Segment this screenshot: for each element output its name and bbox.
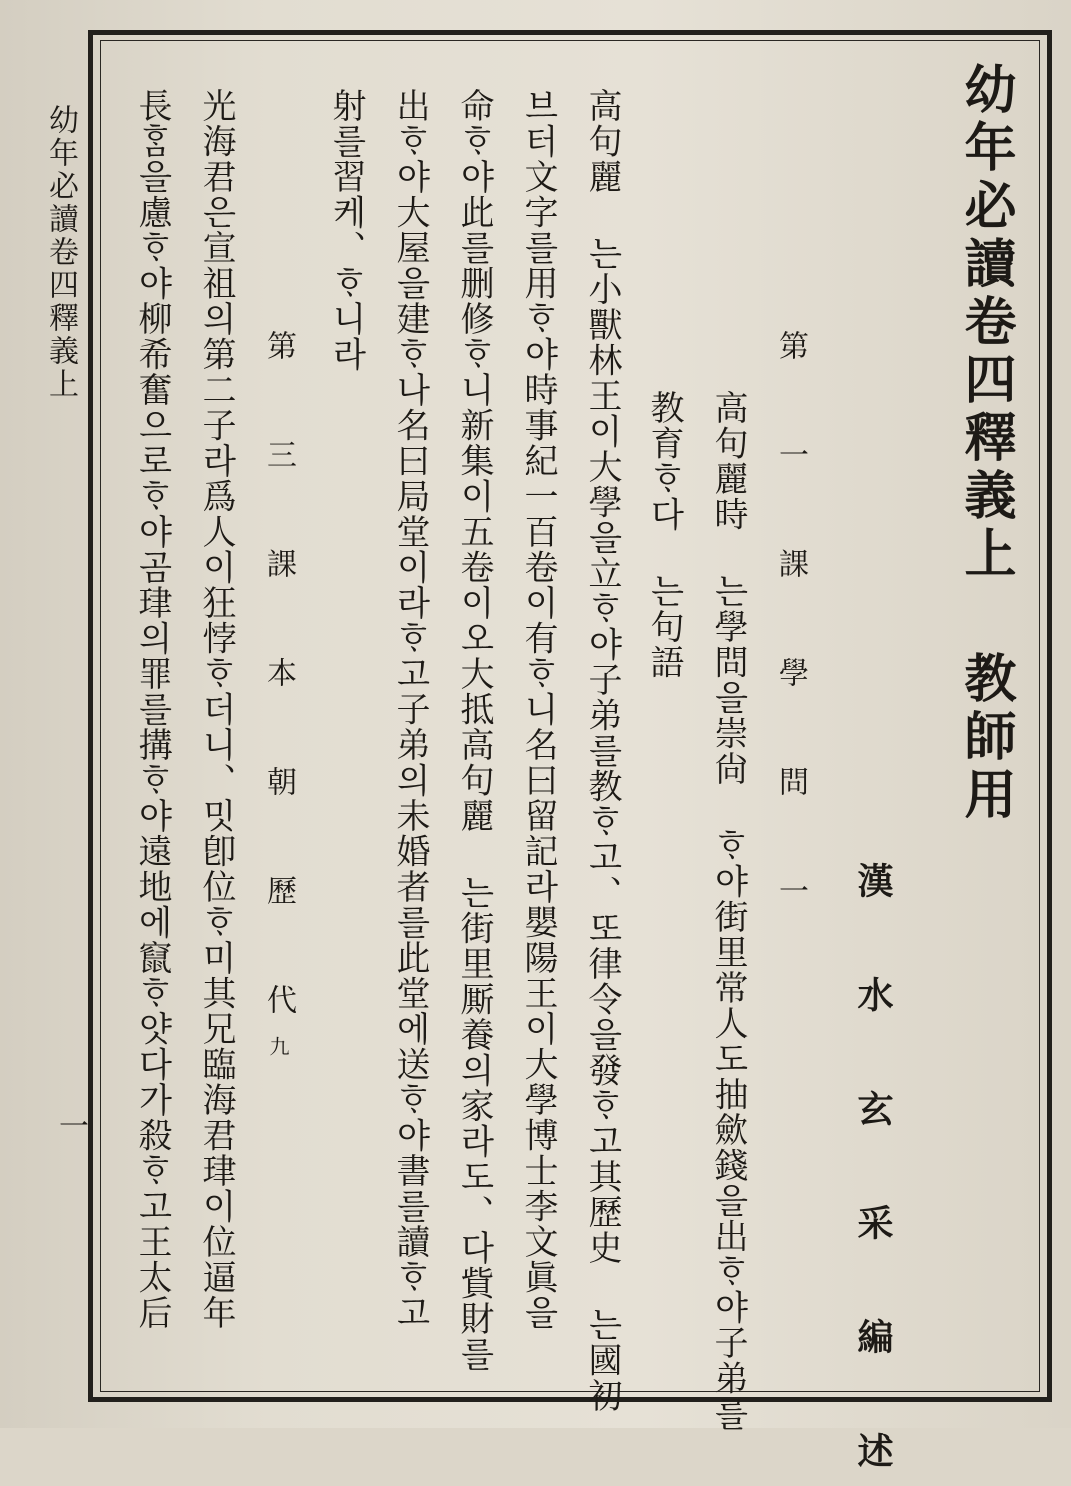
lesson-1-gloss-line-2: 教育ᄒᆞ다 는句語 [644,390,684,680]
lesson-1-body-line: 브터文字를用ᄒᆞ야時事紀一百卷이有ᄒᆞ니名曰留記라嬰陽王이大學博士李文眞을 [518,88,558,1331]
page-number: 一 [53,1110,88,1140]
lesson-1-body-line: 射를習케、ᄒᆞ니라 [326,88,366,372]
inner-border [100,40,1040,1392]
lesson-3-heading [256,330,300,1078]
lesson-3-body-line: 光海君은宣祖의第二子라爲人이狂悖ᄒᆞ더니、밋卽位ᄒᆞ미其兄臨海君珒이位逼年 [196,88,236,1331]
lesson-1-gloss-line-1: 高句麗時 는學問을崇尙 ᄒᆞ야街里常人도抽歛錢을出ᄒᆞ야子弟를 [708,390,748,1432]
lesson-1-heading: 第 一 課 學 問 一 [773,330,808,927]
lesson-1-body-line: 出ᄒᆞ야大屋을建ᄒᆞ나名曰局堂이라ᄒᆞ고子弟의未婚者를此堂에送ᄒᆞ야書를讀ᄒᆞ고 [390,88,430,1331]
lesson-1-body-line: 命ᄒᆞ야此를删修ᄒᆞ니新集이五卷이오大抵高句麗 는街里厮養의家라도、다貲財를 [454,88,494,1372]
lesson-3-heading-number: 九 [266,1036,290,1078]
lesson-3-heading-text: 第 三 課 本 朝 歷 代 [261,330,296,1036]
page-title: 幼年必讀卷四釋義上 教師用 [955,62,1016,825]
lesson-3-body-line: 長ᄒᆞᆷ을慮ᄒᆞ야柳希奮으로ᄒᆞ야곰珒의罪를搆ᄒᆞ야遠地에竄ᄒᆞ얏다가殺ᄒᆞ고王太后 [132,88,172,1331]
lesson-1-body-line: 高句麗 는小獸林王이大學을立ᄒᆞ야子弟를教ᄒᆞ고、또律令을發ᄒᆞ고其歷史 는國初 [582,88,622,1414]
margin-title: 幼年必讀卷四釋義上 [43,104,78,401]
author-line: 漢 水 玄 采 編 述 [852,862,894,1486]
